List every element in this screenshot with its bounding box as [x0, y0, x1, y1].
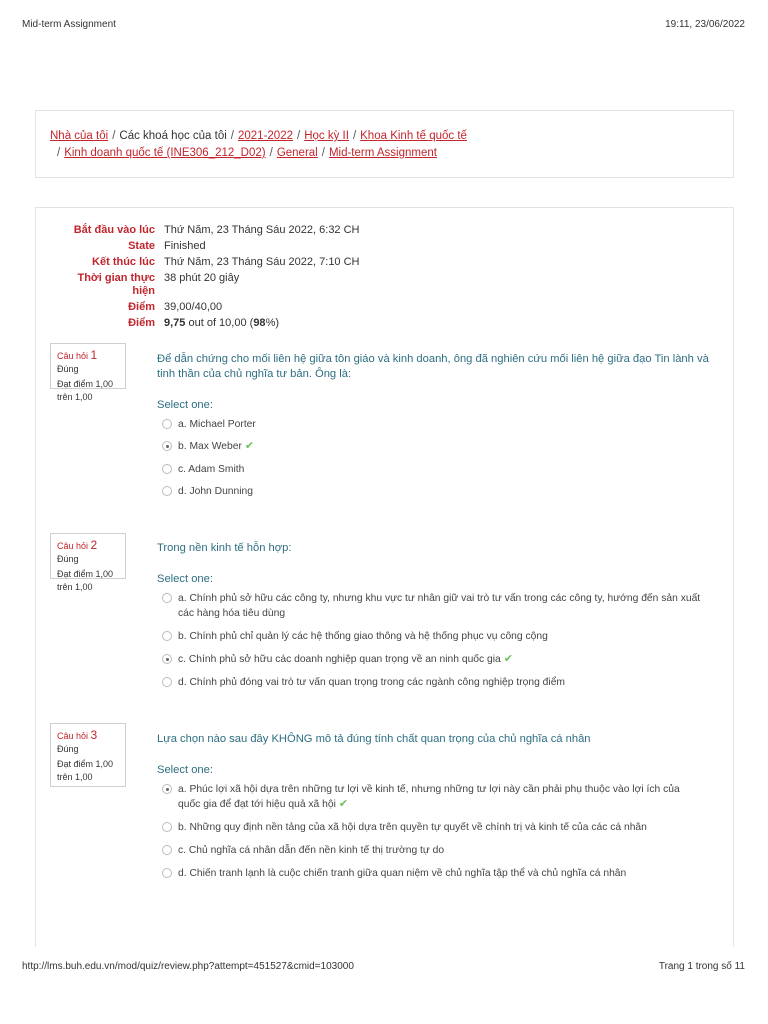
radio-button[interactable] — [162, 464, 172, 474]
print-header — [22, 19, 745, 33]
select-one-label: Select one: — [157, 764, 213, 776]
print-footer-page: Trang 1 trong số 11 — [658, 961, 745, 972]
summary-row-marks — [36, 301, 735, 317]
question-state: Đúng — [57, 554, 79, 564]
grade-percent: 98 — [253, 317, 266, 329]
breadcrumb-separator: / — [321, 147, 325, 159]
summary-row-state — [36, 240, 735, 256]
question-mark: Đạt điểm 1,00 trên 1,00 — [57, 759, 114, 782]
radio-button[interactable] — [162, 593, 172, 603]
breadcrumb-semester-link[interactable]: Học kỳ II — [304, 130, 349, 142]
question-text-2: Trong nền kinh tế hỗn hợp: — [157, 542, 292, 554]
summary-row-started — [36, 224, 735, 240]
grade-score: 9,75 — [164, 317, 186, 329]
answer-option[interactable]: d. Chiến tranh lạnh là cuộc chiến tranh giữa quan niệm về chủ nghĩa tập thể và chủ nghĩa cá nhân — [162, 866, 702, 881]
question-text-1: Để dẫn chứng cho mối liên hệ giữa tôn giáo và kinh doanh, ông đã nghiên cứu mối liên hệ giữa đạo Tin lành và tinh thần của chủ nghĩa tư bản. Ông là: — [157, 353, 709, 380]
answer-option[interactable]: a. Michael Porter — [162, 417, 702, 432]
started-value: Thứ Năm, 23 Tháng Sáu 2022, 6:32 CH — [164, 224, 360, 236]
radio-button[interactable] — [162, 631, 172, 641]
quiz-review — [35, 207, 734, 947]
answer-option[interactable]: c. Chính phủ sở hữu các doanh nghiệp quan trọng về an ninh quốc gia ✔ — [162, 652, 702, 667]
radio-button[interactable] — [162, 677, 172, 687]
grade-value — [164, 317, 279, 330]
breadcrumb-separator: / — [112, 130, 116, 142]
grade-label: Điểm — [128, 317, 155, 329]
question-mark: Đạt điểm 1,00 trên 1,00 — [57, 379, 114, 402]
time-value: 38 phút 20 giây — [164, 272, 240, 284]
check-icon: ✔ — [503, 653, 514, 665]
time-label: Thời gian thực hiện — [77, 272, 155, 297]
question-text-3: Lựa chọn nào sau đây KHÔNG mô tả đúng tính chất quan trọng của chủ nghĩa cá nhân — [157, 733, 591, 745]
radio-button[interactable] — [162, 486, 172, 496]
check-icon: ✔ — [244, 440, 255, 452]
summary-row-time — [36, 272, 735, 301]
radio-button[interactable] — [162, 868, 172, 878]
breadcrumb-year-link[interactable]: 2021-2022 — [238, 130, 293, 142]
breadcrumb-separator: / — [297, 130, 301, 142]
question-number: Câu hỏi 1 — [57, 348, 98, 362]
answer-option[interactable]: d. John Dunning — [162, 484, 702, 499]
question-state: Đúng — [57, 364, 79, 374]
breadcrumb-home-link[interactable]: Nhà của tôi — [50, 130, 109, 142]
state-value: Finished — [164, 240, 206, 252]
summary-row-grade — [36, 317, 735, 333]
started-label: Bắt đầu vào lúc — [73, 224, 155, 236]
marks-label: Điểm — [128, 301, 155, 313]
breadcrumb-separator: / — [230, 130, 234, 142]
answer-option[interactable]: b. Chính phủ chỉ quản lý các hệ thống giao thông và hệ thống phục vụ công cộng — [162, 629, 702, 644]
radio-button[interactable] — [162, 441, 172, 451]
answer-option[interactable]: a. Chính phủ sở hữu các công ty, nhưng khu vực tư nhân giữ vai trò tư vấn trong các công ty, hướng đến sản xuất các hàng hóa tiêu dùng — [162, 591, 702, 621]
grade-end: %) — [265, 317, 280, 329]
answer-option[interactable]: a. Phúc lợi xã hội dựa trên những tư lợi về kinh tế, nhưng những tư lợi này cần phải phụ thuộc vào lợi ích của quốc gia để đạt tới hiệu quả xã hội ✔ — [162, 782, 702, 812]
question-info-2 — [50, 533, 126, 592]
check-icon: ✔ — [338, 798, 349, 810]
answer-option[interactable]: c. Adam Smith — [162, 462, 702, 477]
summary-row-completed — [36, 256, 735, 272]
print-header-title: Mid-term Assignment — [22, 19, 116, 30]
print-header-datetime: 19:11, 23/06/2022 — [665, 19, 745, 30]
answer-option[interactable]: d. Chính phủ đóng vai trò tư vấn quan trọng trong các ngành công nghiệp trọng điểm — [162, 675, 702, 690]
answer-option[interactable]: b. Max Weber ✔ — [162, 439, 702, 454]
select-one-label: Select one: — [157, 573, 213, 585]
question-info-1 — [50, 343, 126, 402]
breadcrumb-separator: / — [57, 147, 61, 159]
breadcrumb-faculty-link[interactable]: Khoa Kinh tế quốc tế — [360, 130, 467, 142]
state-label: State — [128, 240, 155, 252]
select-one-label: Select one: — [157, 399, 213, 411]
breadcrumb-separator: / — [269, 147, 273, 159]
answer-option[interactable]: c. Chủ nghĩa cá nhân dẫn đến nền kinh tế thị trường tự do — [162, 843, 702, 858]
breadcrumb-quiz-link[interactable]: Mid-term Assignment — [328, 147, 437, 159]
breadcrumb-general-link[interactable]: General — [276, 147, 318, 159]
breadcrumb — [35, 110, 734, 178]
breadcrumb-course-link[interactable]: Kinh doanh quốc tế (INE306_212_D02) — [64, 147, 266, 159]
answer-option[interactable]: b. Những quy định nền tảng của xã hội dựa trên quyền tự quyết về chính trị và kinh tế của các cá nhân — [162, 820, 702, 835]
question-number: Câu hỏi 2 — [57, 538, 98, 552]
marks-value: 39,00/40,00 — [164, 301, 223, 313]
grade-out-of: out of 10,00 ( — [185, 317, 254, 329]
question-info-3 — [50, 723, 126, 787]
breadcrumb-separator: / — [352, 130, 357, 142]
print-footer-url: http://lms.buh.edu.vn/mod/quiz/review.php?attempt=451527&cmid=103000 — [22, 961, 354, 972]
attempt-summary — [36, 224, 735, 333]
radio-button[interactable] — [162, 654, 172, 664]
print-footer — [22, 961, 745, 975]
question-mark: Đạt điểm 1,00 trên 1,00 — [57, 569, 114, 592]
completed-label: Kết thúc lúc — [92, 256, 155, 268]
question-number: Câu hỏi 3 — [57, 728, 98, 742]
radio-button[interactable] — [162, 822, 172, 832]
completed-value: Thứ Năm, 23 Tháng Sáu 2022, 7:10 CH — [164, 256, 360, 268]
breadcrumb-my-courses: Các khoá học của tôi — [119, 130, 227, 142]
radio-button[interactable] — [162, 845, 172, 855]
question-state: Đúng — [57, 744, 79, 754]
radio-button[interactable] — [162, 419, 172, 429]
radio-button[interactable] — [162, 784, 172, 794]
